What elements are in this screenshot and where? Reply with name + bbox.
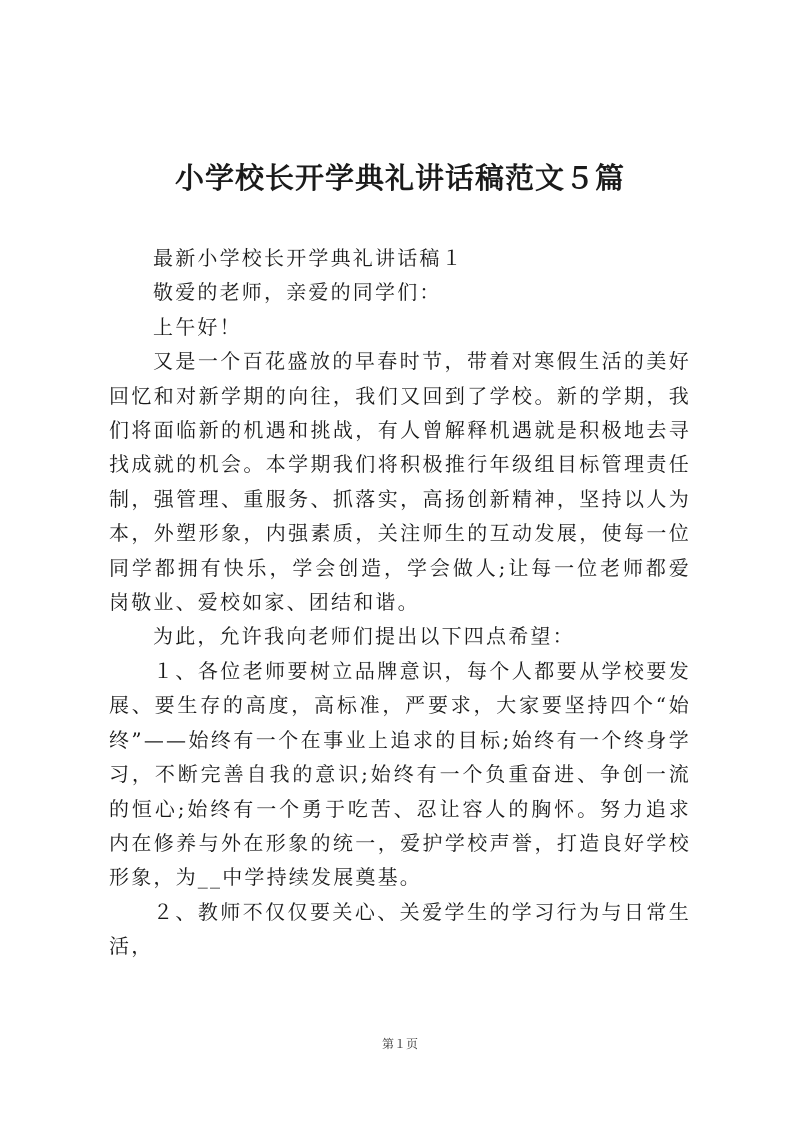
paragraph-heading: 最新小学校长开学典礼讲话稿１: [153, 246, 464, 270]
paragraph-salutation: 上午好！: [153, 314, 242, 339]
document-title: 小学校长开学典礼讲话稿范文５篇: [174, 161, 625, 195]
paragraph-hope-1: １、各位老师要树立品牌意识，每个人都要从学校要发展、要生存的高度，高标准，严要求，大家要坚持四个“始终”——始终有一个在事业上追求的目标;始终有一个终身学习，不断完善自我的意识;始终有一个负重奋进、争创一流的恒心;始终有一个勇于吃苦、忍让容人的胸怀。努力追求内在修养与外在形象的统一，爱护学校声誉，打造良好学校形象，为__中学持续发展奠基。: [109, 658, 691, 890]
paragraph-greeting: 敬爱的老师，亲爱的同学们：: [153, 280, 442, 305]
paragraph-intro: 又是一个百花盛放的早春时节，带着对寒假生活的美好回忆和对新学期的向往，我们又回到了学校。新的学期，我们将面临新的机遇和挑战，有人曾解释机遇就是积极地去寻找成就的机会。本学期我们将积极推行年级组目标管理责任制，强管理、重服务、抓落实，高扬创新精神，坚持以人为本，外塑形象，内强素质，关注师生的互动发展，使每一位同学都拥有快乐，学会创造，学会做人;让每一位老师都爱岗敬业、爱校如家、团结和谐。: [109, 349, 691, 615]
page-number: 第１页: [381, 1037, 418, 1051]
paragraph-hope-2: ２、教师不仅仅要关心、关爱学生的学习行为与日常生活，: [109, 899, 691, 959]
document-body: [109, 241, 691, 964]
paragraph-hopes-lead: 为此，允许我向老师们提出以下四点希望：: [153, 624, 575, 649]
